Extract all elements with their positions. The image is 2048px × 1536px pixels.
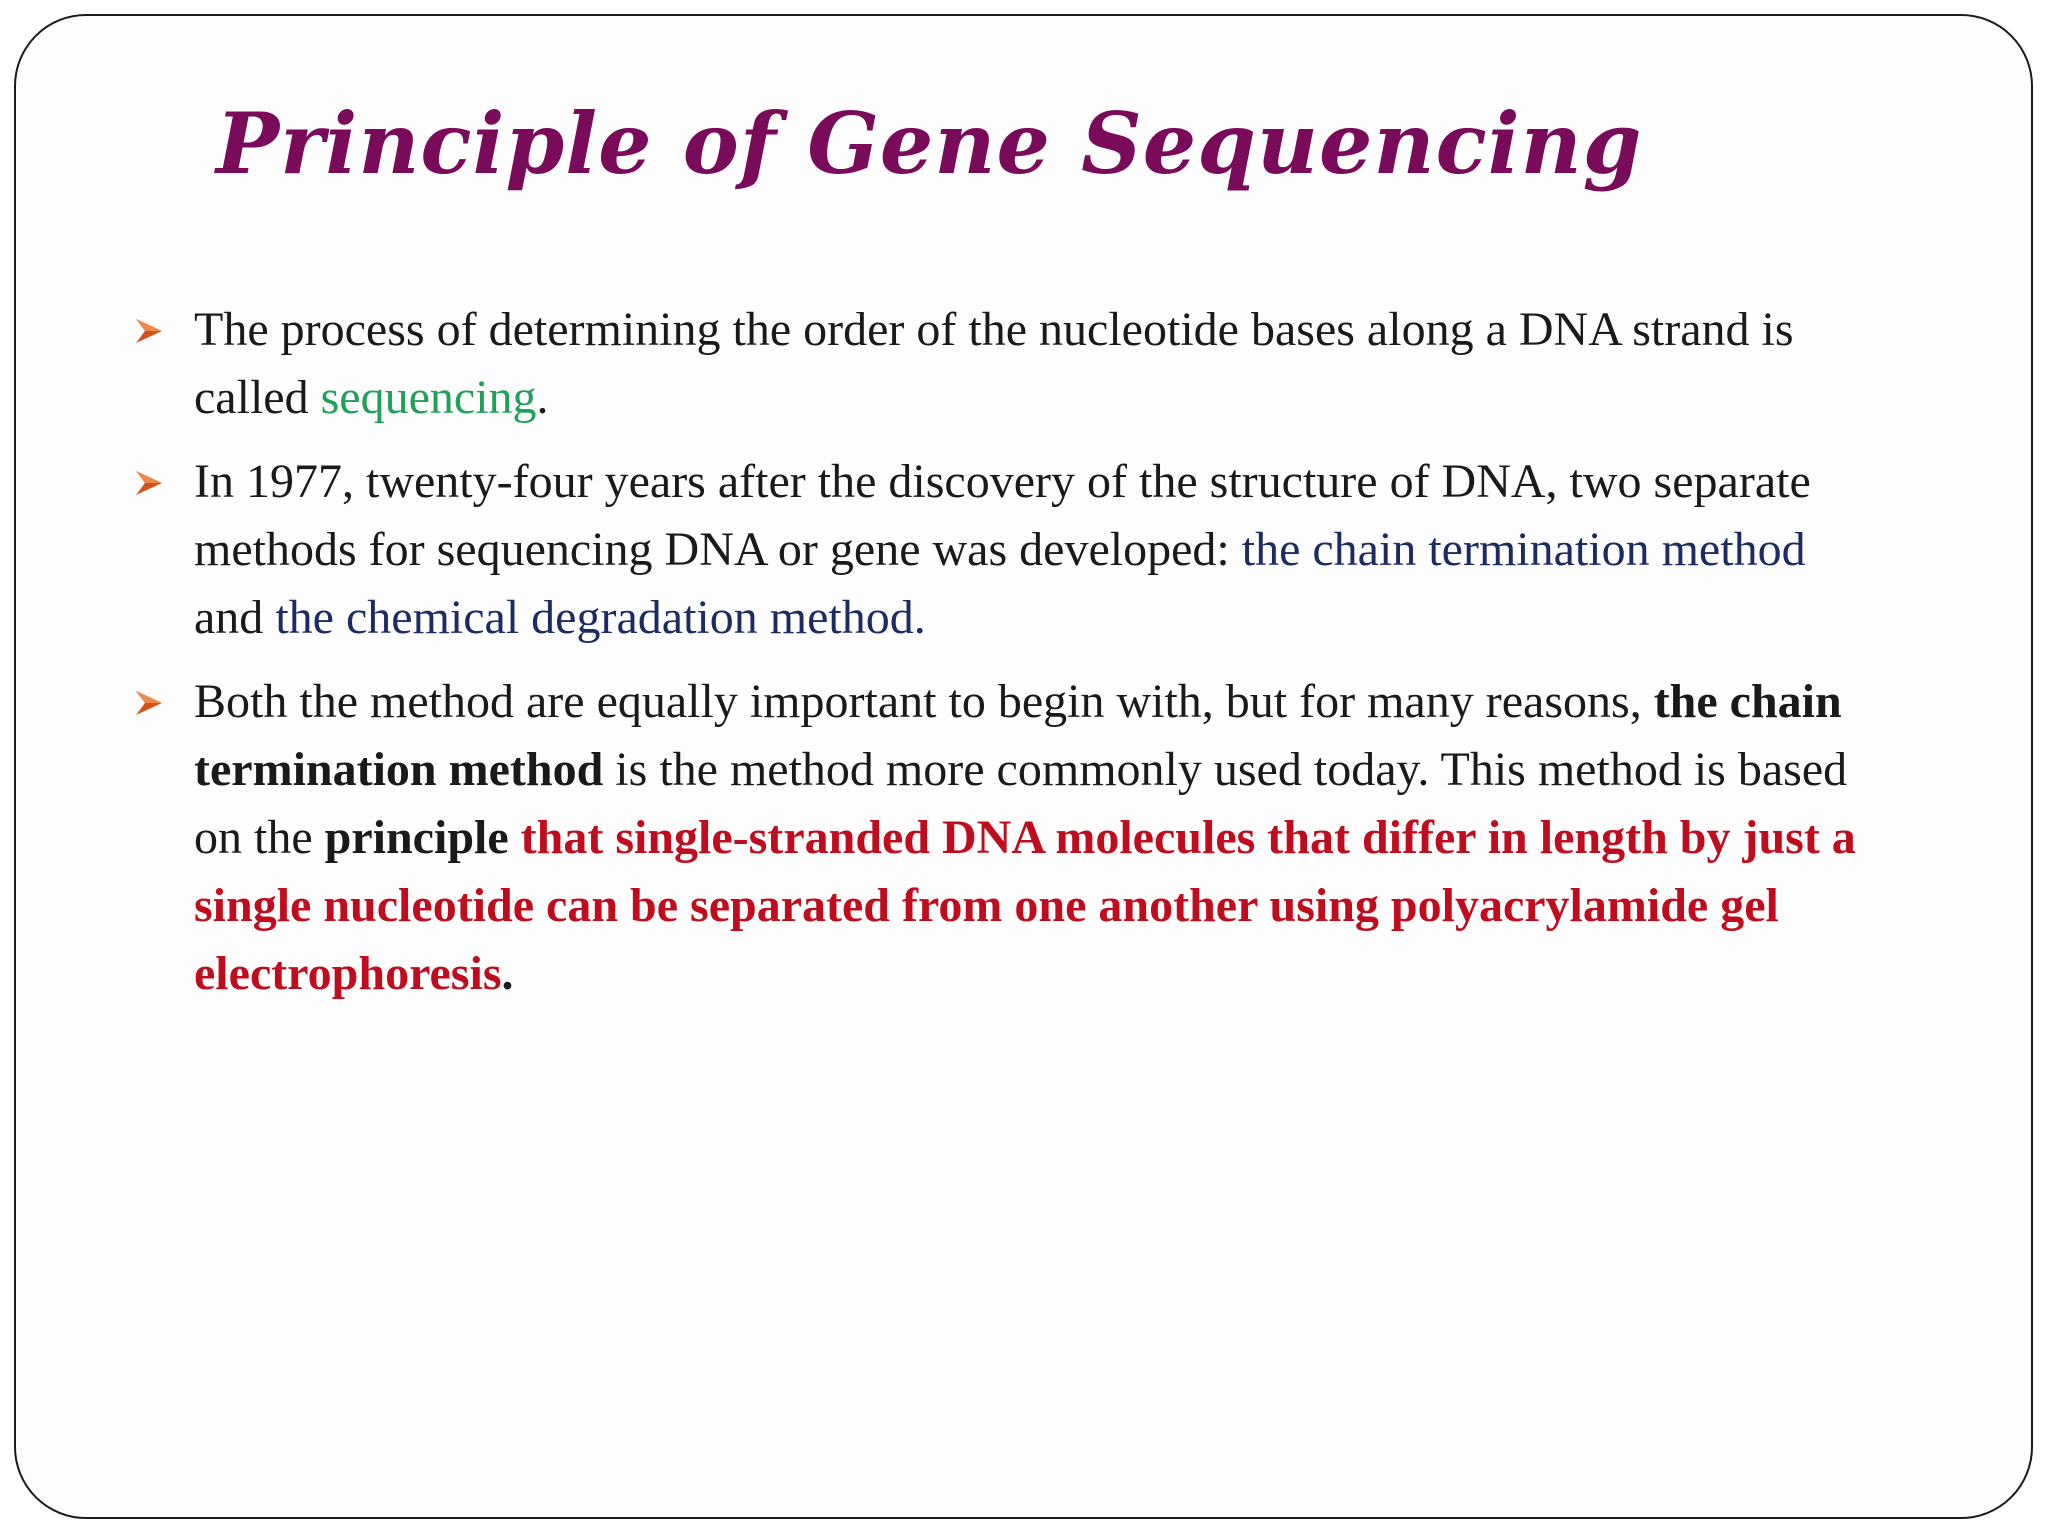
bullet-text: The process of determining the order of the nucleotide bases along a DNA strand is called xyxy=(194,303,1794,424)
term-sequencing: sequencing xyxy=(320,371,537,424)
bullet-list xyxy=(126,296,1886,1024)
bullet-item xyxy=(126,668,1886,1008)
bullet-text: In 1977, twenty-four years after the discovery of the structure of DNA, two separate methods for sequencing DNA or gene was developed: xyxy=(194,455,1811,576)
bullet-text: Both the method are equally important to begin with, but for many reasons, xyxy=(194,675,1654,728)
bullet-item xyxy=(126,296,1886,432)
bullet-text: and xyxy=(194,591,276,644)
term-chemical-degradation: the chemical degradation method. xyxy=(275,591,926,644)
bullet-text xyxy=(509,811,521,864)
emphasis-principle: principle xyxy=(324,811,509,864)
emphasis-chain-termination: the chain termination method xyxy=(194,675,1842,796)
bullet-text: . xyxy=(536,371,549,424)
bullet-text: is the method more commonly used today. This method is based on the xyxy=(194,743,1848,864)
arrowhead-icon xyxy=(134,316,164,346)
arrowhead-icon xyxy=(134,688,164,718)
closing-period: . xyxy=(501,947,514,1000)
slide xyxy=(14,14,2033,1519)
term-chain-termination: the chain termination method xyxy=(1241,523,1806,576)
principle-statement: that single-stranded DNA molecules that differ in length by just a single nucleotide can be separated from one another using polyacrylamide gel electrophoresis xyxy=(194,811,1856,1000)
arrowhead-icon xyxy=(134,468,164,498)
slide-title: Principle of Gene Sequencing xyxy=(216,94,1643,193)
bullet-item xyxy=(126,448,1886,652)
